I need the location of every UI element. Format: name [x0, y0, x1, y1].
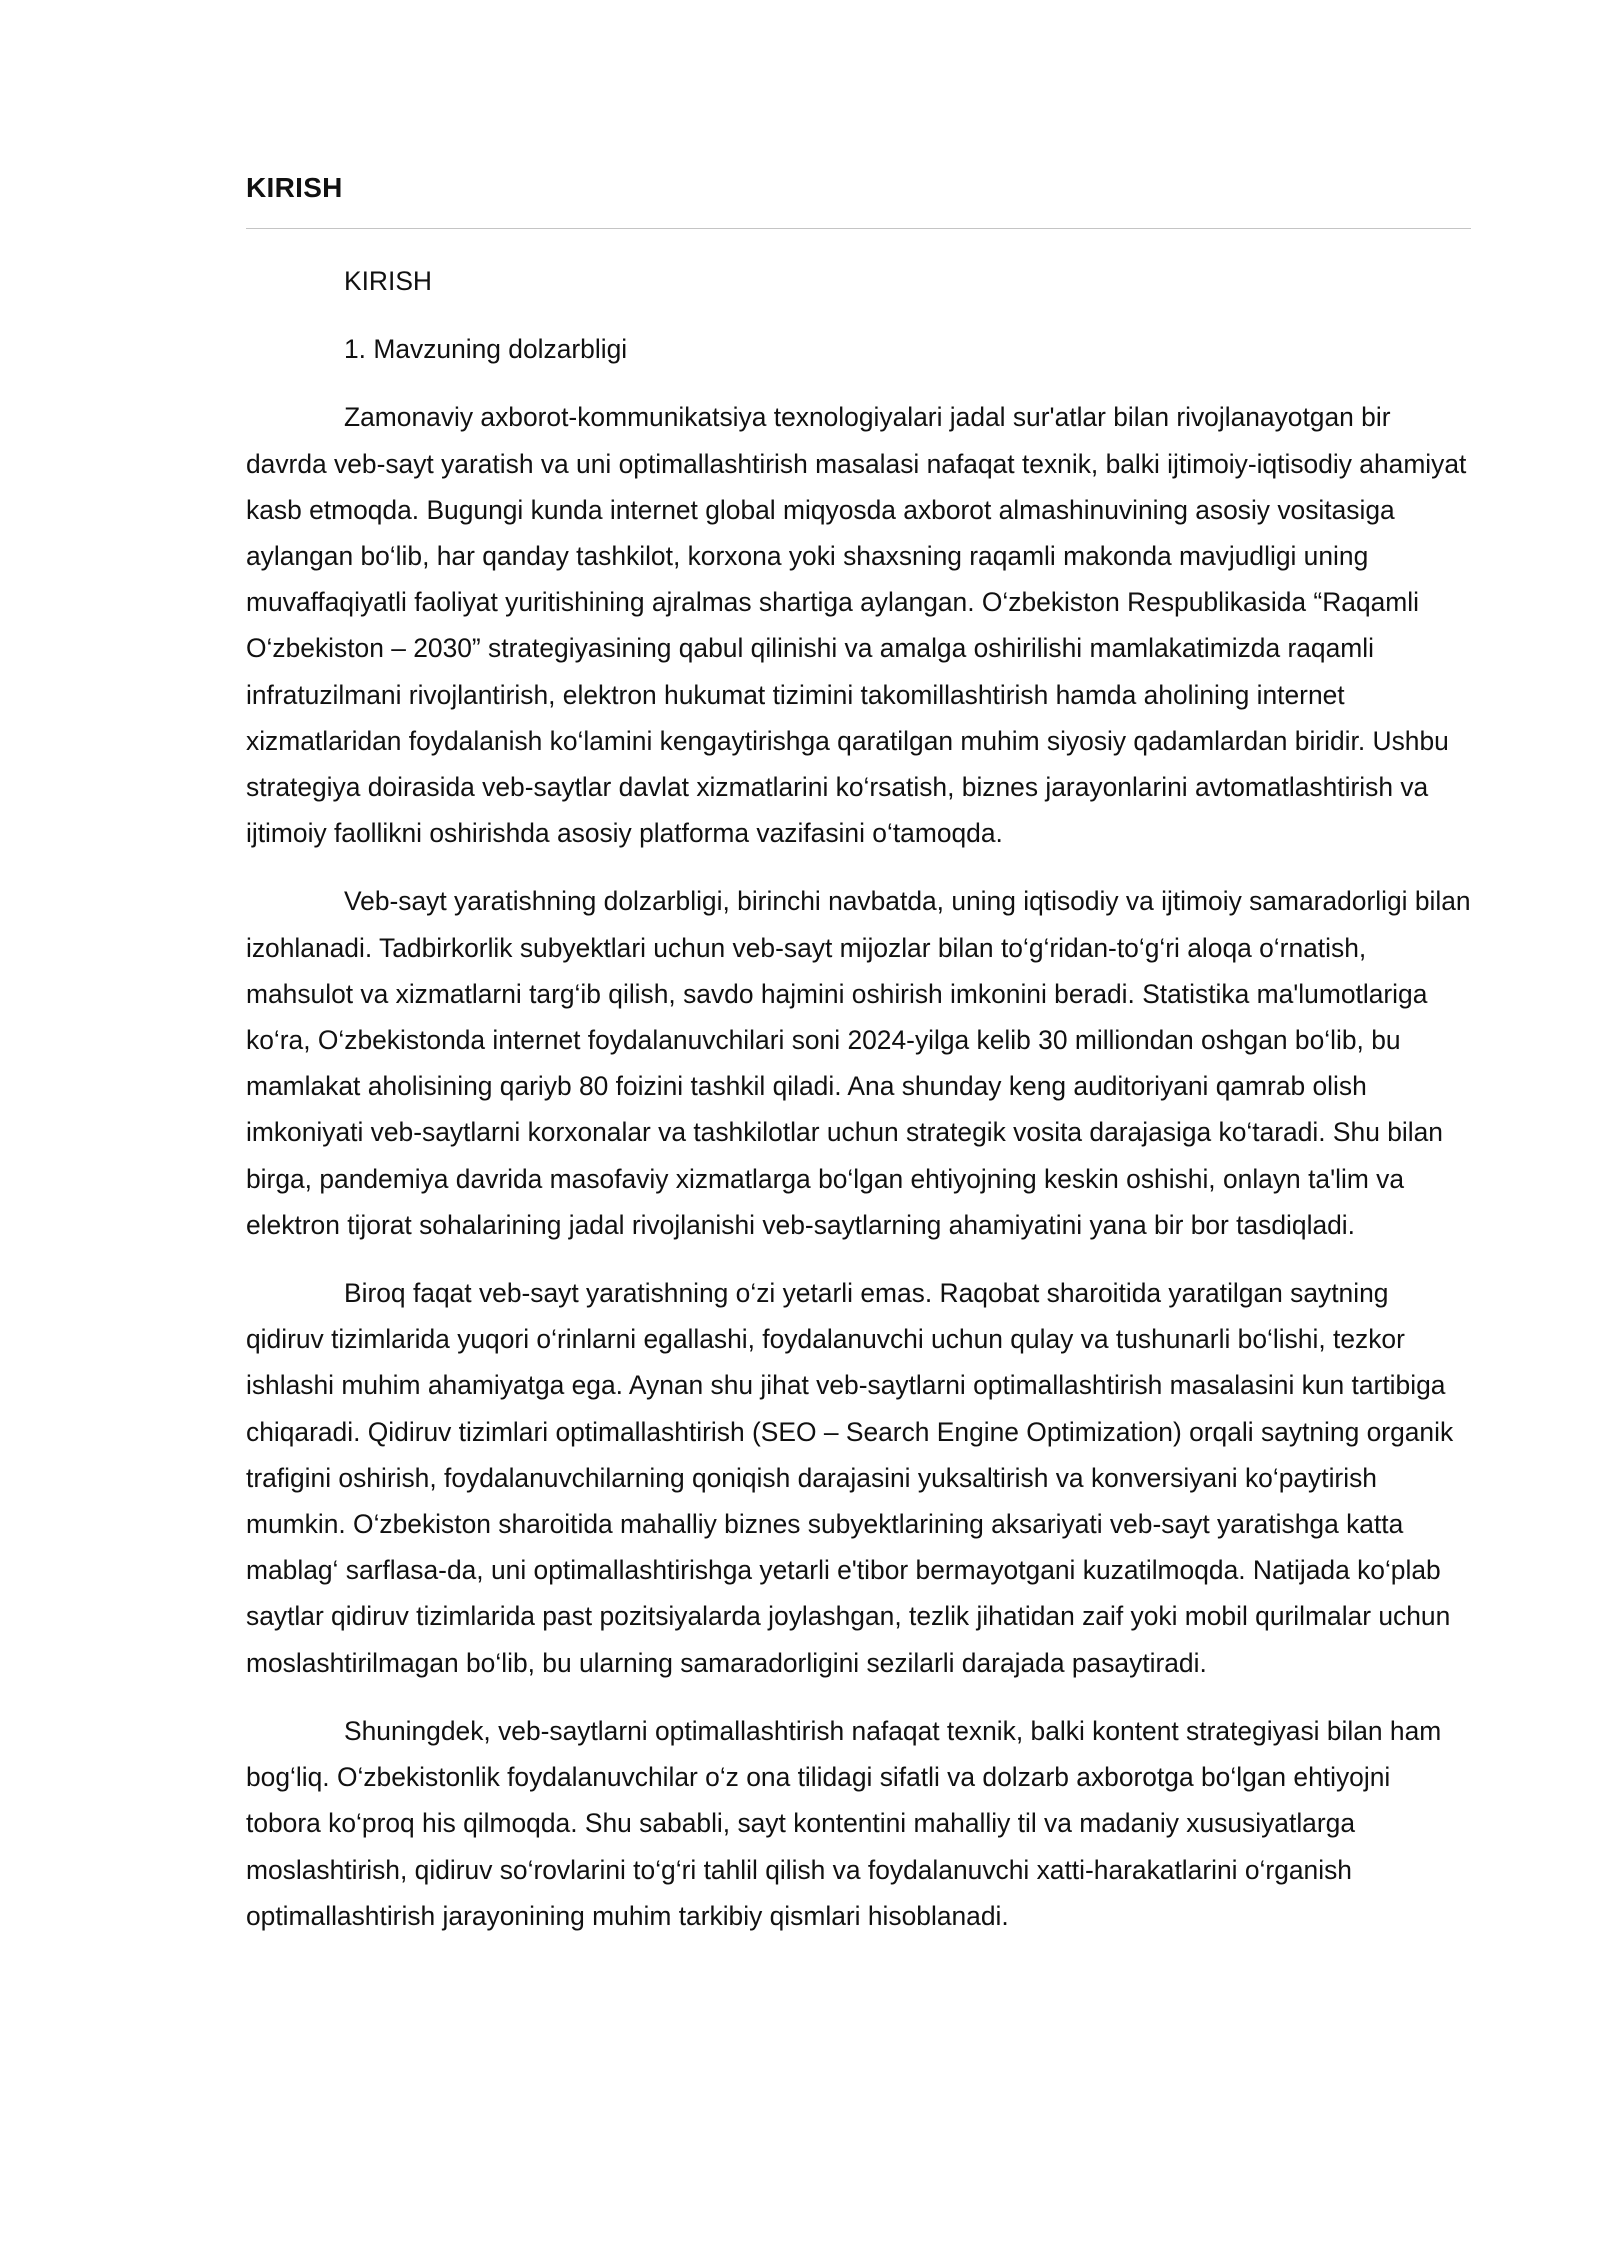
paragraph-1: Zamonaviy axborot-kommunikatsiya texnologiyalari jadal sur'atlar bilan rivojlanayotgan bir davrda veb-sayt yaratish va uni optimallashtirish masalasi nafaqat texnik, balki ijtimoiy-iqtisodiy ahamiyat kasb etmoqda. Bugungi kunda internet global miqyosda axborot almashinuvining asosiy vositasiga aylangan bo‘lib, har qanday tashkilot, korxona yoki shaxsning raqamli makonda mavjudligi uning muvaffaqiyatli faoliyat yuritishining ajralmas shartiga aylangan. O‘zbekiston Respublikasida “Raqamli O‘zbekiston – 2030” strategiyasining qabul qilinishi va amalga oshirilishi mamlakatimizda raqamli infratuzilmani rivojlantirish, elektron hukumat tizimini takomillashtirish hamda aholining internet xizmatlaridan foydalanish ko‘lamini kengaytirishga qaratilgan muhim siyosiy qadamlardan biridir. Ushbu strategiya doirasida veb-saytlar davlat xizmatlarini ko‘rsatish, biznes jarayonlarini avtomatlashtirish va ijtimoiy faollikni oshirishda asosiy platforma vazifasini o‘tamoqda.	[246, 402, 1467, 849]
document-body	[246, 258, 1471, 1961]
paragraph-4: Shuningdek, veb-saytlarni optimallashtirish nafaqat texnik, balki kontent strategiyasi bilan ham bog‘liq. O‘zbekistonlik foydalanuvchilar o‘z ona tilidagi sifatli va dolzarb axborotga bo‘lgan ehtiyojni tobora ko‘proq his qilmoqda. Shu sababli, sayt kontentini mahalliy til va madaniy xususiyatlarga moslashtirish, qidiruv so‘rovlarini to‘g‘ri tahlil qilish va foydalanuvchi xatti-harakatlarini o‘rganish optimallashtirish jarayonining muhim tarkibiy qismlari hisoblanadi.	[246, 1715, 1442, 1931]
subheading: KIRISH	[344, 266, 432, 296]
paragraph-3: Biroq faqat veb-sayt yaratishning o‘zi yetarli emas. Raqobat sharoitida yaratilgan saytning qidiruv tizimlarida yuqori o‘rinlarni egallashi, foydalanuvchi uchun qulay va tushunarli bo‘lishi, tezkor ishlashi muhim ahamiyatga ega. Aynan shu jihat veb-saytlarni optimallashtirish masalasini kun tartibiga chiqaradi. Qidiruv tizimlari optimallashtirish (SEO – Search Engine Optimization) orqali saytning organik trafigini oshirish, foydalanuvchilarning qoniqish darajasini yuksaltirish va konversiyani ko‘paytirish mumkin. O‘zbekiston sharoitida mahalliy biznes subyektlarining aksariyati veb-sayt yaratishga katta mablag‘ sarflasa-da, uni optimallashtirishga yetarli e'tibor bermayotgani kuzatilmoqda. Natijada ko‘plab saytlar qidiruv tizimlarida past pozitsiyalarda joylashgan, tezlik jihatidan zaif yoki mobil qurilmalar uchun moslashtirilmagan bo‘lib, bu ularning samaradorligini sezilarli darajada pasaytiradi.	[246, 1278, 1454, 1678]
page-heading: KIRISH	[246, 172, 343, 203]
section-title: 1. Mavzuning dolzarbligi	[344, 334, 628, 365]
heading-divider	[246, 228, 1471, 229]
paragraph-2: Veb-sayt yaratishning dolzarbligi, birinchi navbatda, uning iqtisodiy va ijtimoiy samaradorligi bilan izohlanadi. Tadbirkorlik subyektlari uchun veb-sayt mijozlar bilan to‘g‘ridan-to‘g‘ri aloqa o‘rnatish, mahsulot va xizmatlarni targ‘ib qilish, savdo hajmini oshirish imkonini beradi. Statistika ma'lumotlariga ko‘ra, O‘zbekistonda internet foydalanuvchilari soni 2024-yilga kelib 30 milliondan oshgan bo‘lib, bu mamlakat aholisining qariyb 80 foizini tashkil qiladi. Ana shunday keng auditoriyani qamrab olish imkoniyati veb-saytlarni korxonalar va tashkilotlar uchun strategik vosita darajasiga ko‘taradi. Shu bilan birga, pandemiya davrida masofaviy xizmatlarga bo‘lgan ehtiyojning keskin oshishi, onlayn ta'lim va elektron tijorat sohalarining jadal rivojlanishi veb-saytlarning ahamiyatini yana bir bor tasdiqladi.	[246, 886, 1471, 1240]
